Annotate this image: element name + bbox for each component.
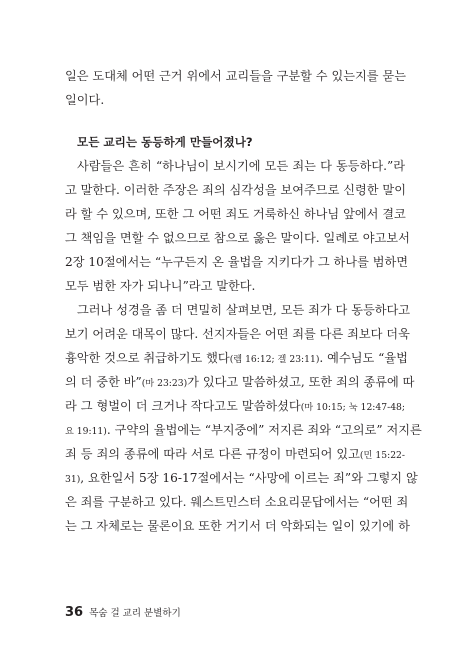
body-text-line bbox=[65, 326, 410, 342]
body-text-line: 일은 도대체 어떤 근거 위에서 교리들을 구분할 수 있는지를 묻는 bbox=[65, 69, 406, 83]
body-text-line bbox=[65, 446, 405, 464]
text-run: 흉악한 것으로 취급하기도 했다 bbox=[65, 351, 230, 365]
body-text-line: 모두 범한 자가 되나니”라고 말한다. bbox=[65, 279, 256, 293]
body-text-line bbox=[65, 494, 409, 510]
body-text-line: 일이다. bbox=[65, 93, 105, 107]
page-number: 36 bbox=[65, 605, 84, 620]
scripture-reference: (마 23:23) bbox=[141, 378, 188, 389]
body-text-line bbox=[65, 518, 410, 534]
text-run: 보기 어려운 대목이 많다. 선지자들은 어떤 죄를 다른 죄보다 더욱 bbox=[65, 327, 410, 341]
body-text-line: 2장 10절에서는 “누구든지 온 율법을 지키다가 그 하나를 범하면 bbox=[65, 255, 409, 269]
scripture-reference: (렘 16:12; 겔 23:11) bbox=[229, 354, 320, 365]
text-run: 라 그 형벌이 더 크거나 작다고도 말씀하셨다 bbox=[65, 399, 301, 413]
body-text-line: 라 할 수 있으며, 또한 그 어떤 죄도 거룩하신 하나님 앞에서 결코 bbox=[65, 207, 406, 221]
text-run: . 구약의 율법에는 “부지중에” 저지른 죄와 “고의로” 저지른 bbox=[106, 423, 422, 437]
text-run: 죄 등 죄의 종류에 따라 서로 다른 규정이 마련되어 있고 bbox=[65, 447, 360, 461]
running-title: 목숨 걸 교리 분별하기 bbox=[89, 608, 181, 619]
body-text-line bbox=[65, 398, 405, 416]
scripture-reference: 31) bbox=[65, 474, 81, 485]
scripture-reference: (민 15:22- bbox=[359, 450, 405, 461]
body-text-line bbox=[65, 422, 422, 440]
scripture-reference: (마 10:15; 눅 12:47-48; bbox=[300, 402, 405, 413]
body-text-line: 그 책임을 면할 수 없으므로 참으로 옳은 말이다. 일례로 야고보서 bbox=[65, 231, 410, 245]
scripture-reference: 요 19:11) bbox=[65, 426, 107, 437]
text-run: 그러나 성경을 좀 더 면밀히 살펴보면, 모든 죄가 다 동등하다고 bbox=[77, 303, 411, 317]
body-text-line bbox=[65, 350, 408, 368]
body-text-line: 고 말한다. 이러한 주장은 죄의 심각성을 보여주므로 신령한 말이 bbox=[65, 183, 406, 197]
text-run: 의 더 중한 바” bbox=[65, 375, 142, 389]
text-run: 은 죄를 구분하고 있다. 웨스트민스터 소요리문답에서는 “어떤 죄 bbox=[65, 495, 409, 509]
body-text-line bbox=[77, 302, 411, 318]
page-footer bbox=[65, 603, 181, 622]
text-run: , 요한일서 5장 16-17절에서는 “사망에 이르는 죄”와 그렇지 않 bbox=[80, 471, 418, 485]
text-run: 는 그 자체로는 물론이요 또한 거기서 더 악화되는 일이 있기에 하 bbox=[65, 519, 410, 533]
section-heading: 모든 교리는 동등하게 만들어졌나? bbox=[77, 135, 253, 149]
text-run: 가 있다고 말씀하셨고, 또한 죄의 종류에 따 bbox=[187, 375, 415, 389]
text-run: . 예수님도 “율법 bbox=[319, 351, 408, 365]
body-text-line bbox=[65, 374, 415, 392]
body-text-line bbox=[65, 470, 418, 488]
body-text-line: 사람들은 흔히 “하나님이 보시기에 모든 죄는 다 동등하다.”라 bbox=[77, 159, 405, 173]
